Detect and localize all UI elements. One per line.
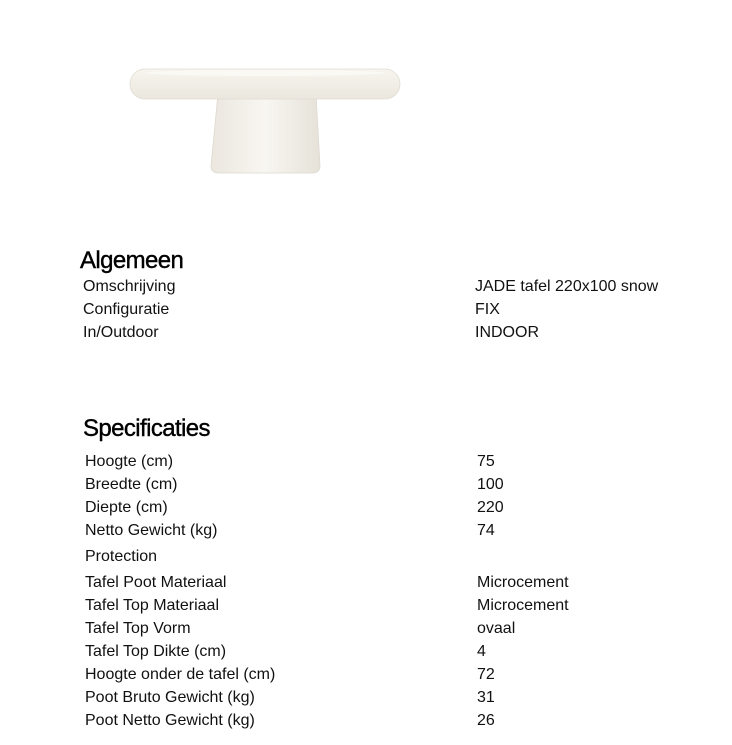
property-label: Configuratie [83, 301, 170, 318]
spec-label: Diepte (cm) [85, 499, 168, 516]
spec-value: 220 [477, 499, 504, 516]
spec-label: Tafel Top Materiaal [85, 597, 219, 614]
spec-label: Netto Gewicht (kg) [85, 522, 218, 539]
property-value: INDOOR [475, 324, 539, 341]
spec-value: Microcement [477, 597, 569, 614]
spec-value: 74 [477, 522, 495, 539]
table-base [211, 94, 320, 173]
spec-label: Protection [85, 548, 158, 565]
spec-label: Poot Netto Gewicht (kg) [85, 712, 255, 729]
spec-value: 4 [477, 643, 486, 660]
spec-label: Tafel Top Vorm [85, 620, 191, 637]
spec-label: Hoogte onder de tafel (cm) [85, 666, 276, 683]
spec-value: 72 [477, 666, 495, 683]
spec-value: 75 [477, 453, 495, 470]
spec-value: 26 [477, 712, 495, 729]
spec-value: 100 [477, 476, 504, 493]
spec-label: Breedte (cm) [85, 476, 178, 493]
spec-label: Hoogte (cm) [85, 453, 174, 470]
spec-label: Tafel Top Dikte (cm) [85, 643, 227, 660]
property-label: In/Outdoor [83, 324, 159, 341]
spec-value: ovaal [477, 620, 516, 637]
property-label: Omschrijving [83, 278, 176, 295]
section-title-general: Algemeen [80, 247, 184, 274]
spec-label: Tafel Poot Materiaal [85, 574, 227, 591]
section-title-specs: Specificaties [83, 415, 210, 442]
spec-value: 31 [477, 689, 495, 706]
property-value: FIX [475, 301, 500, 318]
property-value: JADE tafel 220x100 snow [475, 278, 659, 295]
spec-value: Microcement [477, 574, 569, 591]
spec-label: Poot Bruto Gewicht (kg) [85, 689, 255, 706]
product-image-table [126, 62, 406, 182]
